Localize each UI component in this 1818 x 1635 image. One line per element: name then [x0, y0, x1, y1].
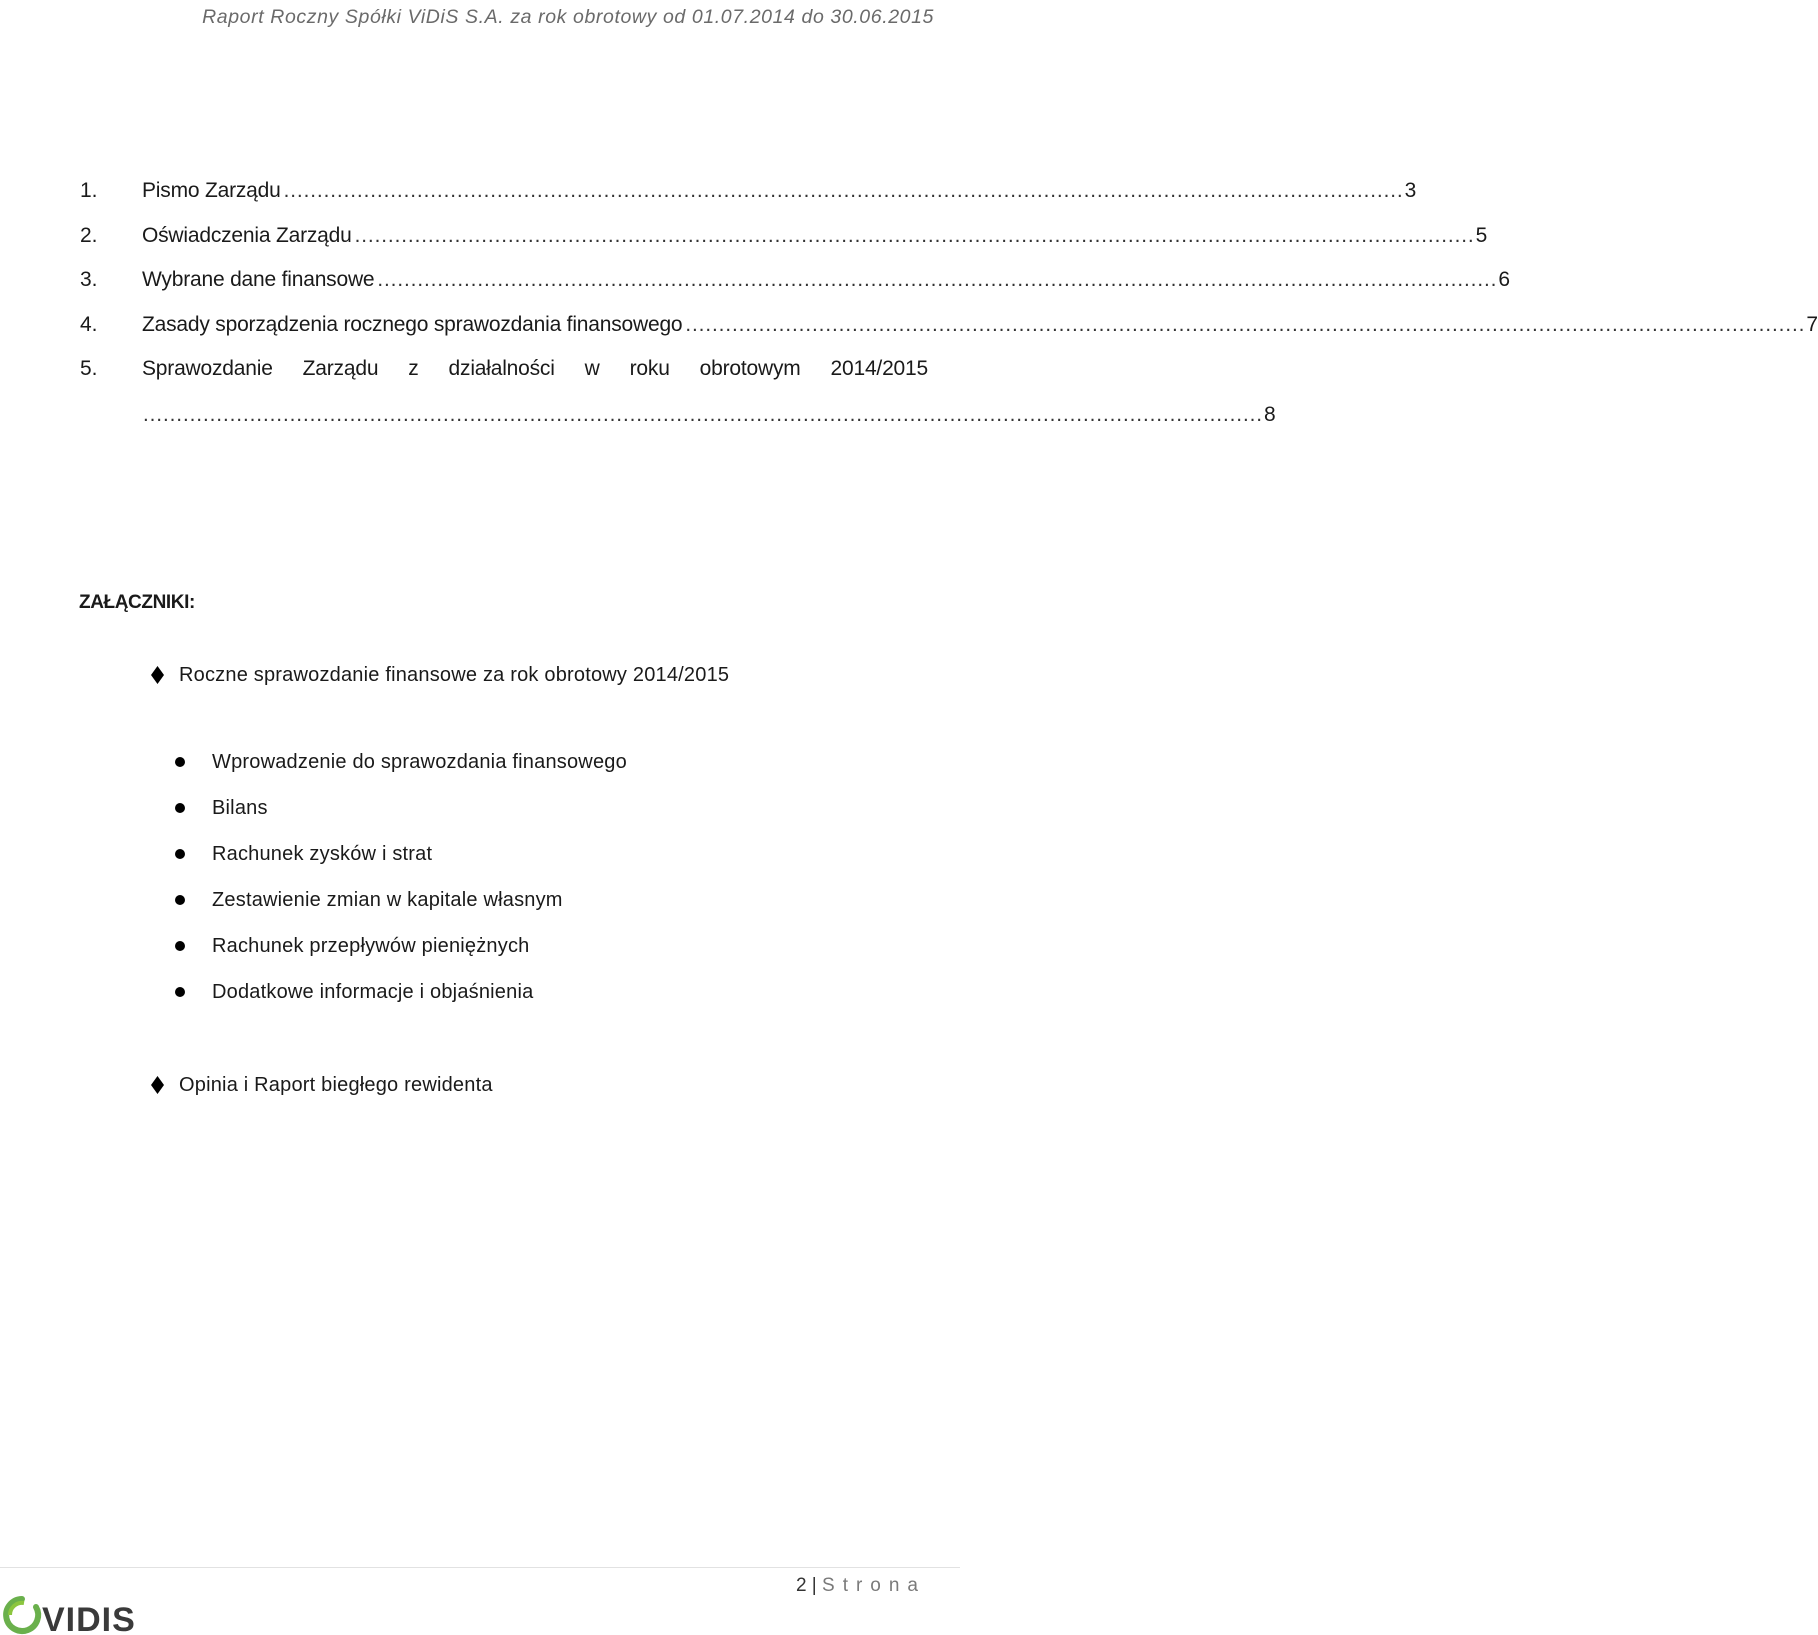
- list-item-label: Rachunek przepływów pieniężnych: [212, 935, 530, 957]
- toc-page-number: 7: [1806, 313, 1818, 336]
- attachment-item-financial-statement: [150, 660, 729, 690]
- page-word: Strona: [822, 1575, 926, 1596]
- list-item: [175, 746, 875, 792]
- toc-entry-1[interactable]: [80, 176, 1417, 206]
- attachment-label: Roczne sprawozdanie finansowe za rok obrotowy 2014/2015: [179, 664, 730, 686]
- list-item-label: Bilans: [212, 797, 268, 819]
- svg-text:VIDIS: VIDIS: [42, 1601, 136, 1635]
- list-item-label: Wprowadzenie do sprawozdania finansowego: [212, 751, 627, 773]
- attachments-heading: ZAŁĄCZNIKI:: [79, 592, 195, 613]
- toc-number: 4.: [80, 313, 98, 336]
- diamond-bullet-icon: [150, 1075, 165, 1095]
- toc-number: 2.: [80, 224, 98, 247]
- footer-divider: [0, 1567, 960, 1568]
- list-item: [175, 976, 875, 1022]
- toc-title: Oświadczenia Zarządu: [142, 224, 352, 247]
- toc-entry-3[interactable]: [80, 265, 1511, 295]
- page-number-separator: |: [811, 1575, 817, 1596]
- toc-leader: ……………………………………………………………………………………………………………………………………………………: [353, 224, 1474, 247]
- toc-leader: ……………………………………………………………………………………………………………………………………………………: [684, 313, 1805, 336]
- toc-leader: ……………………………………………………………………………………………………………………………………………………: [282, 179, 1403, 202]
- diamond-bullet-icon: [150, 665, 165, 685]
- toc-title: Sprawozdanie Zarządu z działalności w roku obrotowym 2014/2015: [142, 357, 928, 380]
- toc-number: 3.: [80, 268, 98, 291]
- list-item: [175, 930, 875, 976]
- list-item-label: Rachunek zysków i strat: [212, 843, 433, 865]
- toc-page-number: 8: [1264, 403, 1276, 426]
- toc-page-number: 3: [1404, 179, 1417, 202]
- page-number-value: 2: [795, 1575, 807, 1596]
- financial-statement-contents: [175, 746, 875, 1022]
- toc-entry-4[interactable]: [80, 310, 1818, 340]
- attachment-item-auditor-opinion: [150, 1070, 493, 1100]
- list-item-label: Dodatkowe informacje i objaśnienia: [212, 981, 534, 1003]
- toc-leader: ……………………………………………………………………………………………………………………………………………………: [142, 403, 1262, 426]
- attachment-label: Opinia i Raport biegłego rewidenta: [179, 1074, 493, 1096]
- toc-entry-5[interactable]: [80, 354, 928, 384]
- page-number: [796, 1575, 926, 1597]
- list-item-label: Zestawienie zmian w kapitale własnym: [212, 889, 563, 911]
- toc-entry-5-continuation[interactable]: [142, 400, 1276, 430]
- toc-entry-2[interactable]: [80, 221, 1488, 251]
- bullet-icon: [175, 941, 185, 951]
- bullet-icon: [175, 803, 185, 813]
- toc-number: 5.: [80, 357, 98, 380]
- toc-number: 1.: [80, 179, 98, 202]
- document-header: Raport Roczny Spółki ViDiS S.A. za rok obrotowy od 01.07.2014 do 30.06.2015: [202, 6, 934, 28]
- toc-leader: ……………………………………………………………………………………………………………………………………………………: [376, 268, 1497, 291]
- bullet-icon: [175, 987, 185, 997]
- list-item: [175, 792, 875, 838]
- toc-title: Pismo Zarządu: [142, 179, 281, 202]
- list-item: [175, 884, 875, 930]
- toc-title: Wybrane dane finansowe: [142, 268, 375, 291]
- toc-page-number: 6: [1498, 268, 1511, 291]
- vidis-logo: [2, 1595, 152, 1635]
- list-item: [175, 838, 875, 884]
- toc-page-number: 5: [1475, 224, 1488, 247]
- bullet-icon: [175, 849, 185, 859]
- toc-title: Zasady sporządzenia rocznego sprawozdania finansowego: [142, 313, 683, 336]
- bullet-icon: [175, 757, 185, 767]
- bullet-icon: [175, 895, 185, 905]
